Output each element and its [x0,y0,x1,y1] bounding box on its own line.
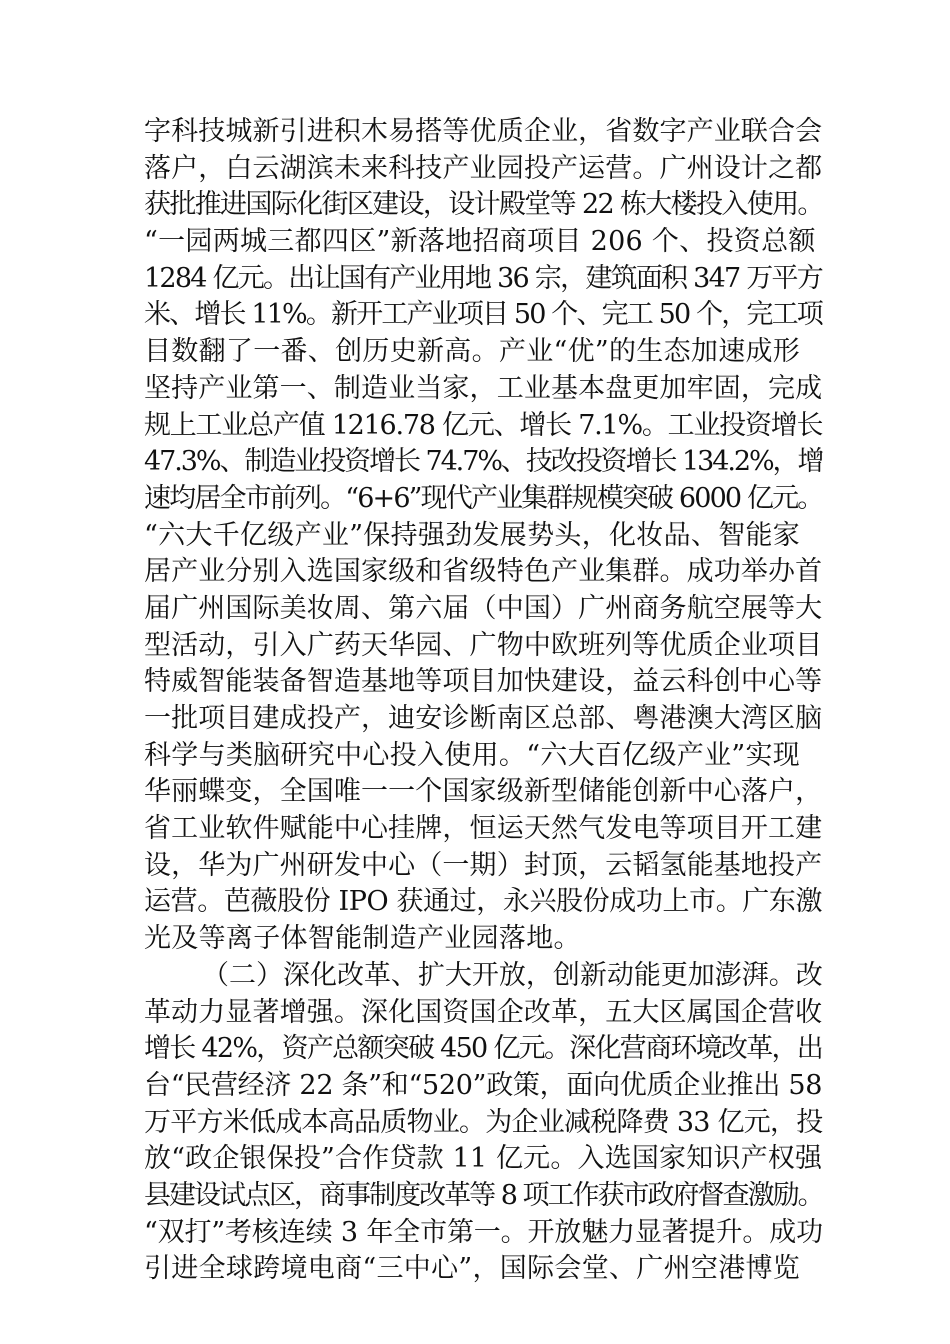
text-line: 规上工业总产值 1216.78 亿元、增长 7.1%。工业投资增长 [144,409,823,441]
text-line: 革动力显著增强。深化国资国企改革，五大区属国企营收 [144,996,823,1028]
text-line: 引进全球跨境电商“三中心”，国际会堂、广州空港博览 [144,1253,801,1285]
text-line: 届广州国际美妆周、第六届（中国）广州商务航空展等大 [144,592,823,624]
text-line: 型活动，引入广药天华园、广物中欧班列等优质企业项目 [144,629,823,661]
text-line: 光及等离子体智能制造产业园落地。 [144,923,581,955]
text-line: 一批项目建成投产，迪安诊断南区总部、粤港澳大湾区脑 [144,703,823,734]
text-line: 特威智能装备智造基地等项目加快建设，益云科创中心等 [144,666,823,698]
text-line: 坚持产业第一、制造业当家，工业基本盘更加牢固，完成 [144,372,823,404]
text-line: 台“民营经济 22 条”和“520”政策，面向优质企业推出 58 [144,1069,823,1101]
text-line: （二）深化改革、扩大开放，创新动能更加澎湃。改 [202,959,823,991]
text-line: 1284 亿元。出让国有产业用地 36 宗，建筑面积 347 万平方 [144,262,823,294]
text-line: 县建设试点区，商事制度改革等 8 项工作获市政府督查激励。 [144,1179,823,1211]
text-line: 万平方米低成本高品质物业。为企业减税降费 33 亿元，投 [144,1106,823,1138]
text-line: 省工业软件赋能中心挂牌，恒运天然气发电等项目开工建 [144,813,823,845]
text-line: 速均居全市前列。“6+6”现代产业集群规模突破 6000 亿元。 [144,482,823,514]
text-line: “六大千亿级产业”保持强劲发展势头，化妆品、智能家 [144,519,801,551]
text-line: 运营。芭薇股份 IPO 获通过，永兴股份成功上市。广东激 [144,886,823,918]
text-line: 目数翻了一番、创历史新高。产业“优”的生态加速成形 [144,336,801,368]
text-line: “双打”考核连续 3 年全市第一。开放魅力显著提升。成功 [144,1216,823,1248]
text-line: 科学与类脑研究中心投入使用。“六大百亿级产业”实现 [144,739,801,771]
text-line: 落户，白云湖滨未来科技产业园投产运营。广州设计之都 [144,152,823,184]
text-line: 47.3%、制造业投资增长 74.7%、技改投资增长 134.2%，增 [144,446,823,478]
text-line: “一园两城三都四区”新落地招商项目 206 个、投资总额 [144,226,816,258]
body-text [144,114,824,1288]
text-line: 居产业分别入选国家级和省级特色产业集群。成功举办首 [144,556,823,588]
text-line: 获批推进国际化街区建设，设计殿堂等 22 栋大楼投入使用。 [144,189,823,221]
text-line: 增长 42%，资产总额突破 450 亿元。深化营商环境改革，出 [144,1033,823,1065]
text-line: 华丽蝶变，全国唯一一个国家级新型储能创新中心落户， [144,776,823,808]
text-line: 放“政企银保投”合作贷款 11 亿元。入选国家知识产权强 [144,1143,823,1175]
text-line: 设，华为广州研发中心（一期）封顶，云韬氢能基地投产 [144,849,823,881]
text-line: 米、增长 11%。新开工产业项目 50 个、完工 50 个，完工项 [144,299,822,331]
text-line: 字科技城新引进积木易搭等优质企业，省数字产业联合会 [144,116,823,147]
